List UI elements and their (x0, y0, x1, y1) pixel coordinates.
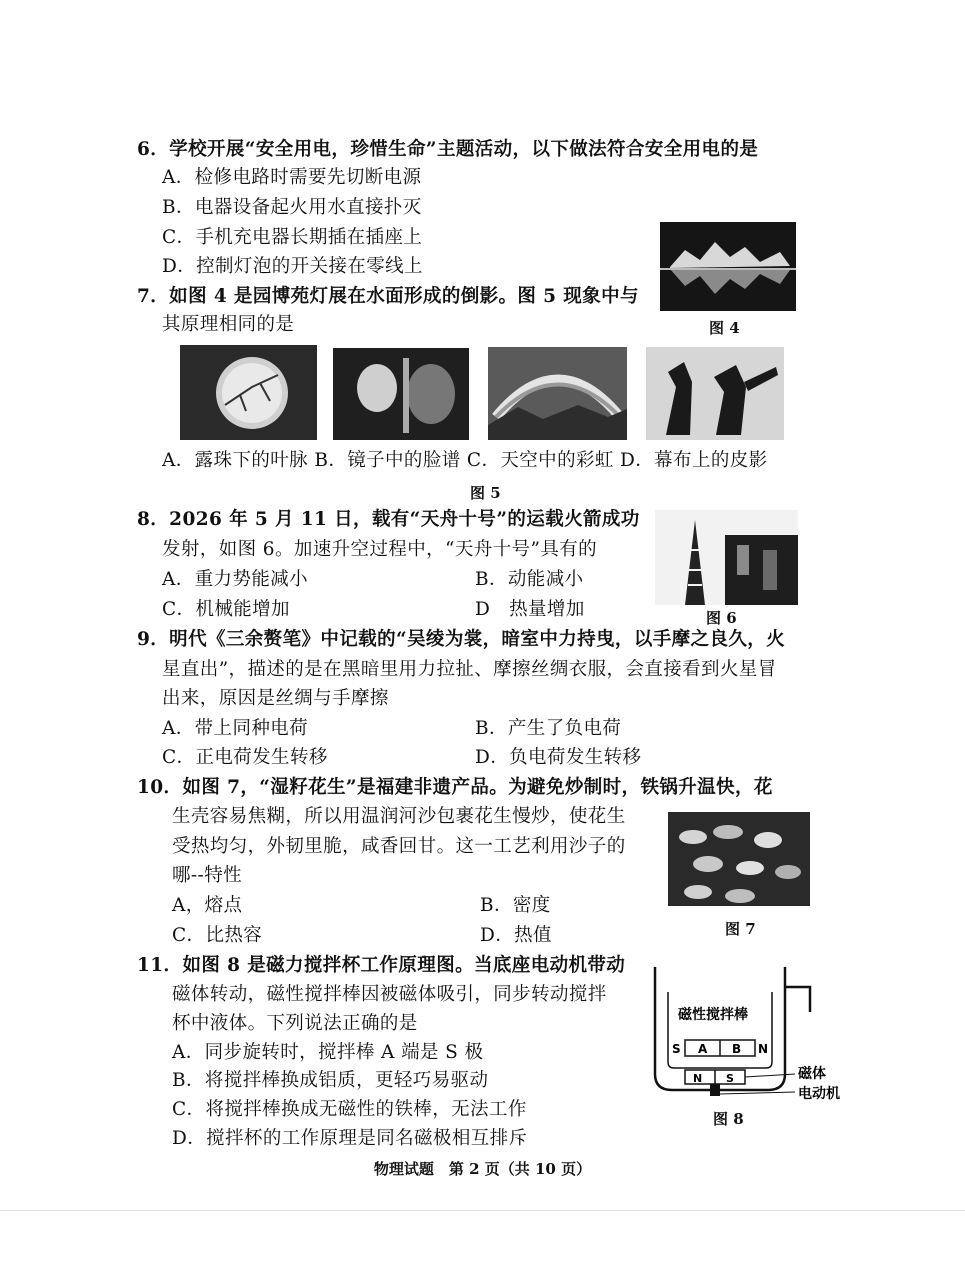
magnet-label: 磁体 (798, 1066, 826, 1082)
q7-options: A．露珠下的叶脉 B．镜子中的脸谱 C．天空中的彩虹 D．幕布上的皮影 (162, 450, 768, 471)
q9-option-d: D．负电荷发生转移 (475, 747, 642, 768)
q11-option-b: B．将搅拌棒换成铝质，更轻巧易驱动 (172, 1070, 489, 1091)
q11-stem-line1: 11．如图 8 是磁力搅拌杯工作原理图。当底座电动机带动 (137, 955, 626, 976)
q10-option-a: A，熔点 (172, 895, 243, 916)
q6-option-d: D．控制灯泡的开关接在零线上 (162, 256, 423, 277)
q11-option-a: A．同步旋转时，搅拌棒 A 端是 S 极 (172, 1042, 484, 1063)
motor-shaft (710, 1084, 720, 1096)
q10-stem-line2: 生壳容易焦糊，所以用温润河沙包裹花生慢炒，使花生 (172, 806, 626, 827)
magnet-n-pole: N (693, 1072, 703, 1085)
q9-stem-line3: 出来，原因是丝绸与手摩擦 (162, 688, 389, 709)
figure-6-caption: 图 6 (706, 609, 737, 627)
q10-stem-line4: 哪--特性 (172, 865, 243, 886)
q9-option-a: A．带上同种电荷 (162, 718, 309, 739)
q8-option-a: A．重力势能减小 (162, 569, 309, 590)
q8-stem-line1: 8．2026 年 5 月 11 日，载有“天舟十号”的运载火箭成功 (137, 509, 640, 530)
q11-stem-line3: 杯中液体。下列说法正确的是 (172, 1013, 418, 1034)
stir-bar-left-pole: S (672, 1042, 681, 1056)
q11-stem-line2: 磁体转动，磁性搅拌棒因被磁体吸引，同步转动搅拌 (172, 984, 607, 1005)
stir-bar-end-b: B (732, 1042, 742, 1056)
q9-option-b: B．产生了负电荷 (475, 718, 622, 739)
figure-5c-rainbow-photo (488, 347, 627, 440)
q7-stem-line2: 其原理相同的是 (162, 314, 295, 335)
figure-6-rocket-launch-photo (655, 510, 798, 605)
q10-stem-line1: 10．如图 7，“湿籽花生”是福建非遗产品。为避免炒制时，铁锅升温快，花 (137, 777, 773, 798)
q9-stem-line2: 星直出”，描述的是在黑暗里用力拉扯、摩擦丝绸衣服，会直接看到火星冒 (162, 659, 777, 680)
q11-option-c: C．将搅拌棒换成无磁性的铁棒，无法工作 (172, 1099, 527, 1120)
magnet-s-pole: S (726, 1072, 734, 1085)
q6-stem: 6．学校开展“安全用电，珍惜生命”主题活动，以下做法符合安全用电的是 (137, 139, 759, 160)
q8-option-d: D 热量增加 (475, 599, 585, 620)
figure-4-caption: 图 4 (709, 319, 740, 337)
q11-option-d: D．搅拌杯的工作原理是同名磁极相互排斥 (172, 1128, 528, 1149)
figure-5a-dew-leaf-photo (180, 345, 317, 440)
q6-option-a: A．检修电路时需要先切断电源 (162, 167, 422, 188)
figure-5d-shadow-puppet-photo (646, 347, 784, 440)
figure-7-peanuts-photo (668, 812, 810, 906)
stir-bar-label: 磁性搅拌棒 (678, 1007, 748, 1023)
q10-option-d: D．热值 (480, 925, 552, 946)
q6-option-b: B．电器设备起火用水直接扑灭 (162, 197, 422, 218)
q9-stem-line1: 9．明代《三余赘笔》中记载的“吴绫为裳，暗室中力持曳，以手摩之良久，火 (137, 629, 786, 650)
stir-bar-end-a: A (698, 1042, 708, 1056)
q8-option-b: B．动能减小 (475, 569, 584, 590)
q8-option-c: C．机械能增加 (162, 599, 290, 620)
bottom-divider (0, 1210, 965, 1211)
q9-option-c: C．正电荷发生转移 (162, 747, 328, 768)
figure-8-magnetic-stirrer-diagram (650, 962, 855, 1112)
q7-stem-line1: 7．如图 4 是园博苑灯展在水面形成的倒影。图 5 现象中与 (137, 286, 639, 307)
cup-handle (785, 987, 810, 1012)
q8-stem-line2: 发射，如图 6。加速升空过程中，“天舟十号”具有的 (162, 539, 598, 560)
figure-5b-mirror-face-photo (333, 348, 469, 440)
stir-bar-right-pole: N (758, 1042, 769, 1056)
q10-option-b: B．密度 (480, 895, 551, 916)
q10-stem-line3: 受热均匀，外韧里脆，咸香回甘。这一工艺利用沙子的 (172, 836, 626, 857)
figure-7-caption: 图 7 (725, 920, 756, 938)
q10-option-c: C．比热容 (172, 925, 263, 946)
page-footer: 物理试题 第 2 页（共 10 页） (373, 1160, 592, 1178)
figure-4-lantern-reflection-photo (660, 222, 796, 311)
motor-label: 电动机 (798, 1086, 840, 1102)
q6-option-c: C．手机充电器长期插在插座上 (162, 227, 423, 248)
figure-8-caption: 图 8 (713, 1110, 744, 1128)
figure-5-caption: 图 5 (470, 484, 501, 502)
